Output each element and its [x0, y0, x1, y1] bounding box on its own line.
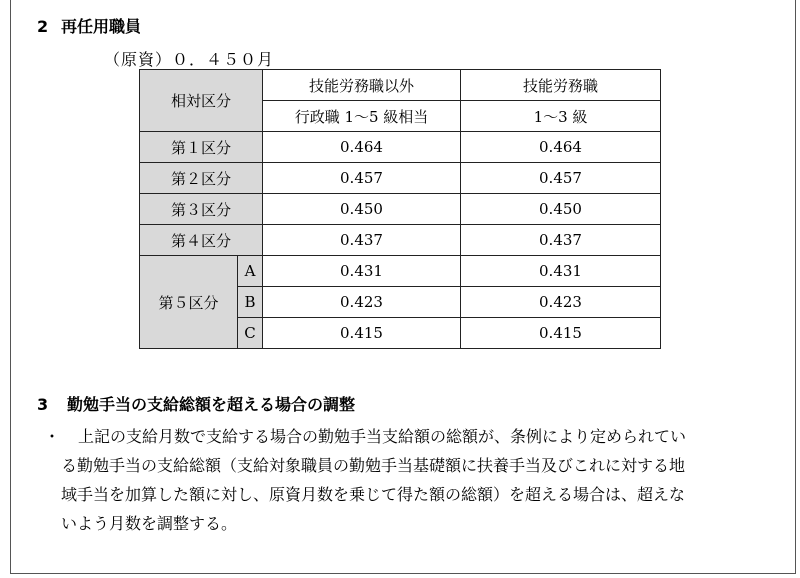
row-label: 第４区分	[140, 225, 263, 256]
col-b-subheader: 1〜3 級	[461, 101, 661, 132]
row-value-b: 0.437	[461, 225, 661, 256]
col-a-subheader: 行政職 1〜5 級相当	[263, 101, 461, 132]
row-value-b: 0.464	[461, 132, 661, 163]
table-row	[140, 225, 661, 256]
row-value-b: 0.415	[461, 318, 661, 349]
row-value-a: 0.450	[263, 194, 461, 225]
rate-table	[139, 69, 661, 349]
paragraph-line: る勤勉手当の支給総額（支給対象職員の勤勉手当基礎額に扶養手当及びこれに対する地	[61, 456, 686, 475]
table-row	[140, 194, 661, 225]
row-value-a: 0.431	[263, 256, 461, 287]
paragraph-line: 域手当を加算した額に対し、原資月数を乗じて得た額の総額）を超える場合は、超えな	[61, 485, 686, 504]
sub-label: B	[238, 287, 263, 318]
section-2-number: 2	[37, 17, 49, 36]
table-row	[140, 256, 661, 287]
col-b-header: 技能労務職	[461, 70, 661, 101]
section-3-heading	[37, 392, 355, 415]
row-value-a: 0.415	[263, 318, 461, 349]
table-row	[140, 132, 661, 163]
row-value-a: 0.464	[263, 132, 461, 163]
sub-label: C	[238, 318, 263, 349]
row-value-a: 0.457	[263, 163, 461, 194]
row-value-b: 0.431	[461, 256, 661, 287]
gensi-text: （原資）０．４５０月	[104, 50, 275, 69]
row-value-a: 0.423	[263, 287, 461, 318]
row-label: 第３区分	[140, 194, 263, 225]
section-3-title: 勤勉手当の支給総額を超える場合の調整	[67, 395, 356, 414]
row-label: 第１区分	[140, 132, 263, 163]
row-value-b: 0.423	[461, 287, 661, 318]
row-value-b: 0.450	[461, 194, 661, 225]
row-value-a: 0.437	[263, 225, 461, 256]
section-3-number: 3	[37, 395, 49, 414]
row-value-b: 0.457	[461, 163, 661, 194]
group-5-label: 第５区分	[140, 256, 238, 349]
col-a-header: 技能労務職以外	[263, 70, 461, 101]
row-label: 第２区分	[140, 163, 263, 194]
table-header-row	[140, 70, 661, 101]
section-2-heading	[37, 14, 141, 37]
paragraph-line: いよう月数を調整する。	[61, 514, 238, 533]
category-header: 相対区分	[140, 70, 263, 132]
section-2-title: 再任用職員	[61, 17, 142, 36]
paragraph-line: 上記の支給月数で支給する場合の勤勉手当支給額の総額が、条例により定められてい	[78, 427, 687, 446]
bullet-mark: ・	[44, 427, 61, 446]
table-row	[140, 163, 661, 194]
sub-label: A	[238, 256, 263, 287]
